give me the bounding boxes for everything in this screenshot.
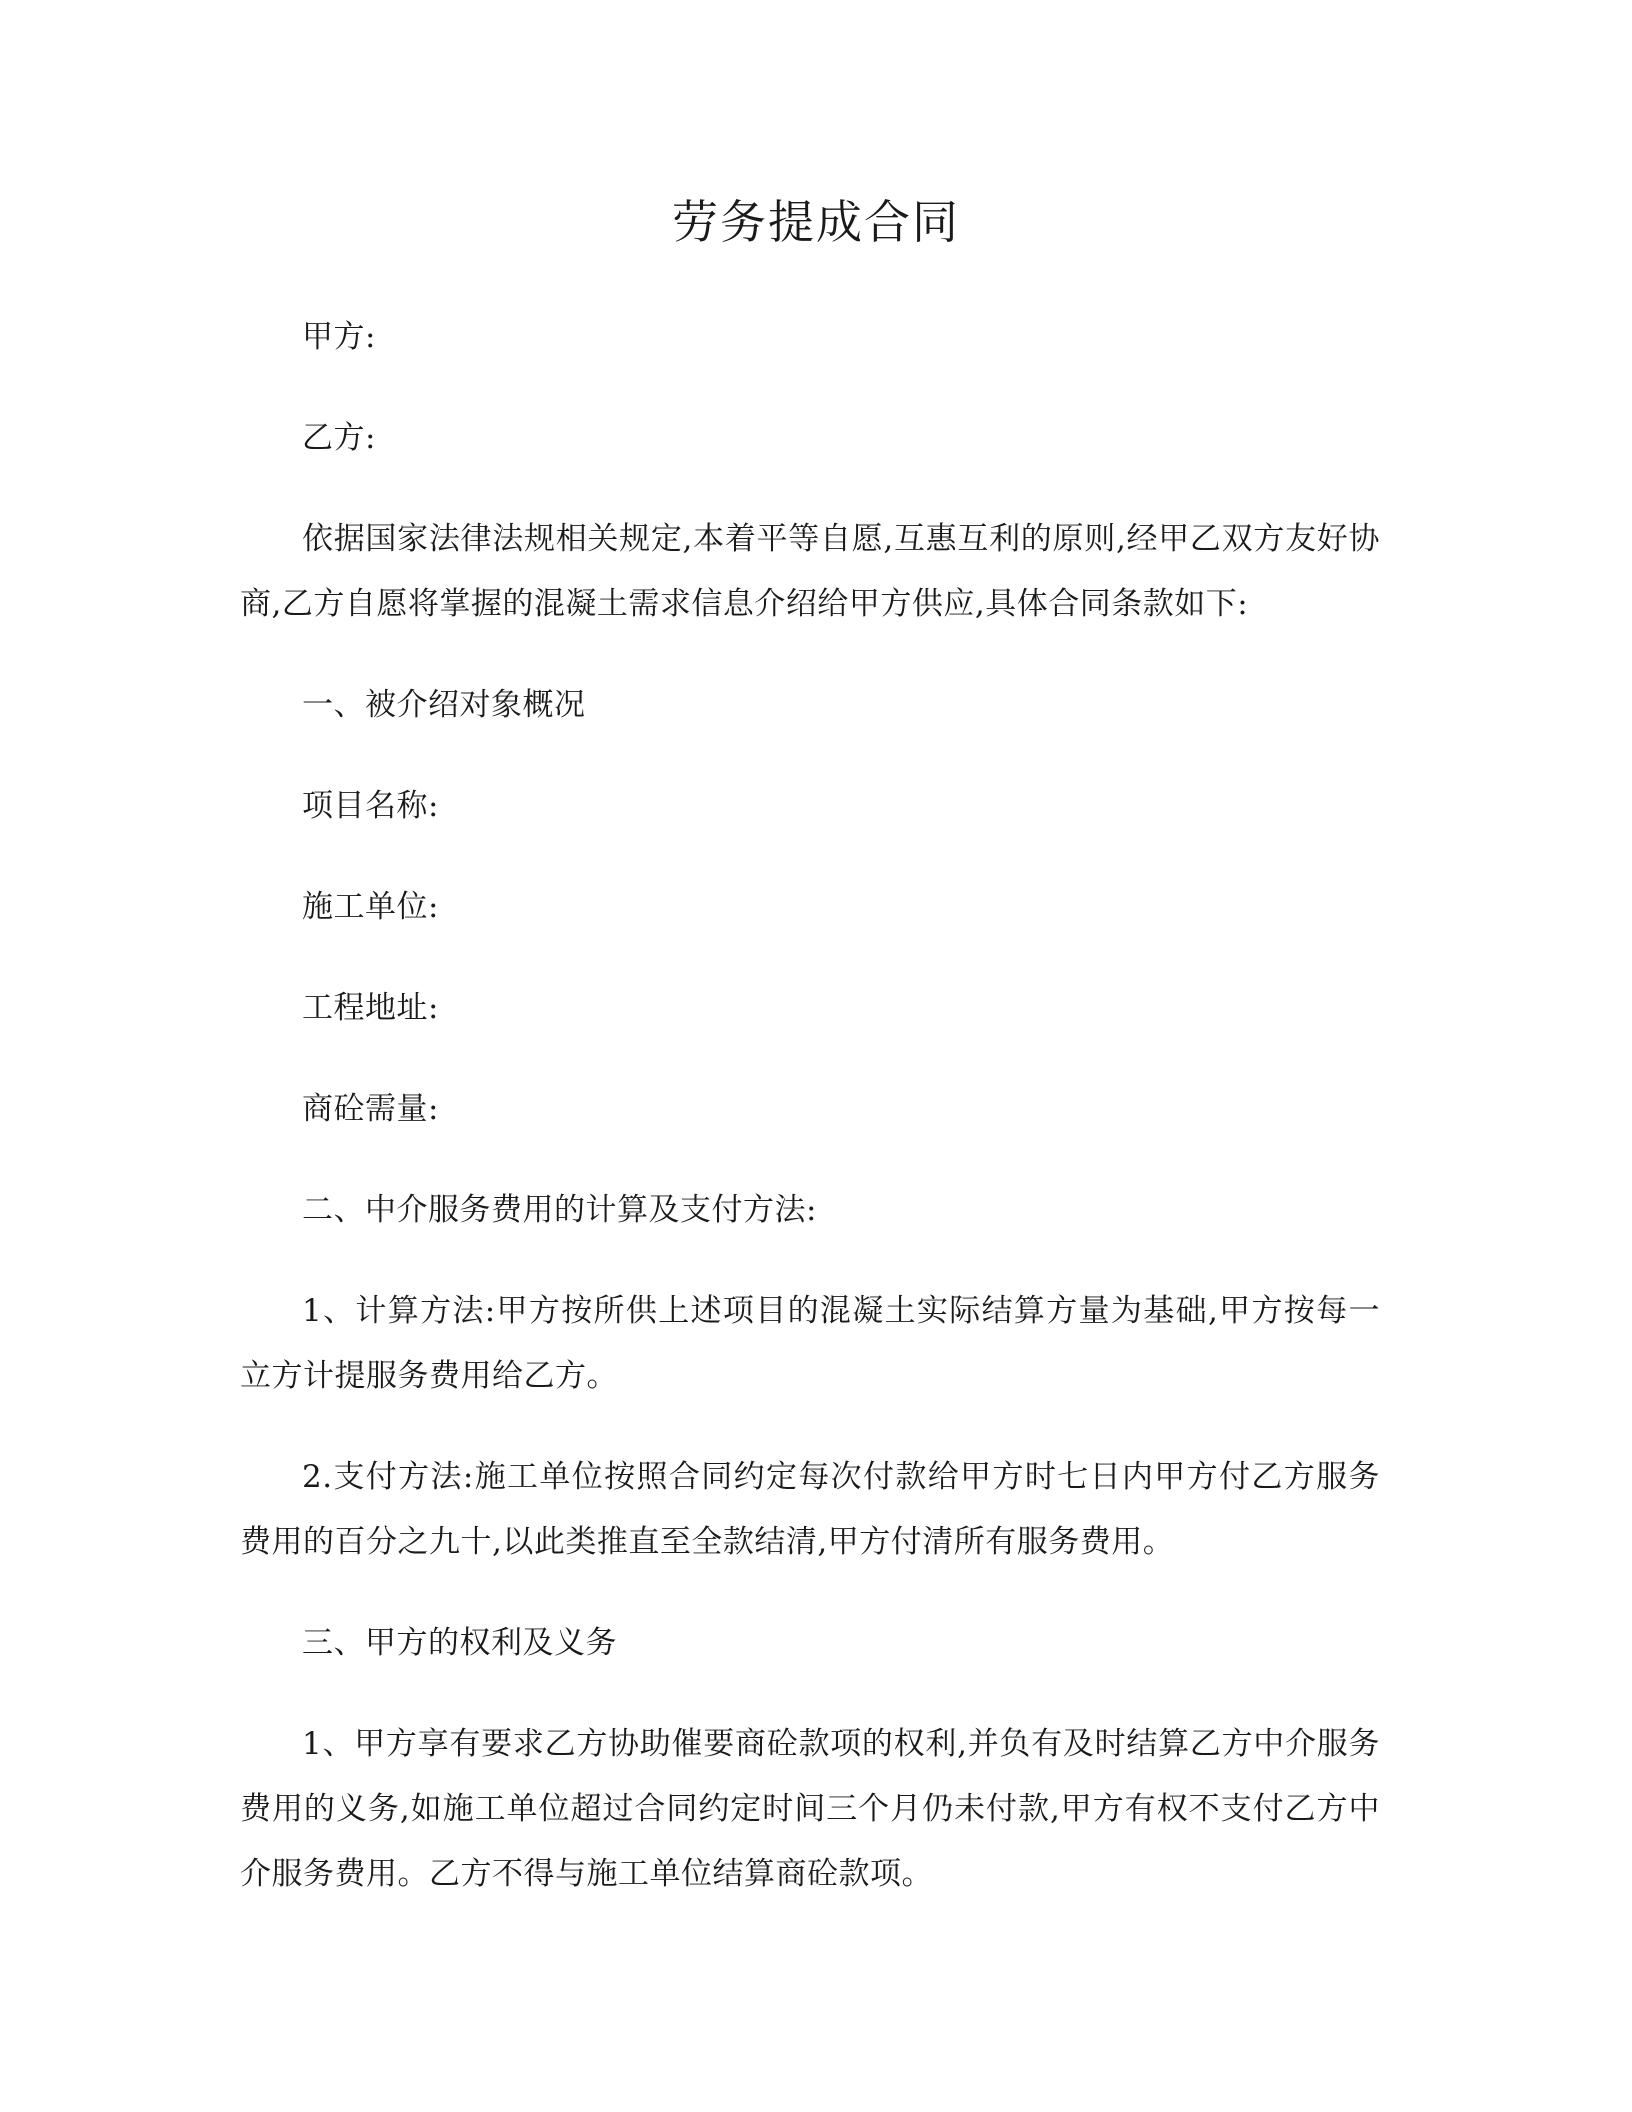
construction-unit-field: 施工单位: (302, 889, 439, 925)
section-1-heading: 一、被介绍对象概况 (302, 687, 586, 723)
project-name-field: 项目名称: (302, 788, 439, 824)
document-body (240, 305, 1380, 1943)
concrete-demand-field: 商砼需量: (302, 1091, 439, 1127)
party-a-label: 甲方: (302, 319, 376, 355)
section-3-heading: 三、甲方的权利及义务 (302, 1625, 617, 1661)
party-a-rights-paragraph: 1、甲方享有要求乙方协助催要商砼款项的权利,并负有及时结算乙方中介服务费用的义务,如施工单位超过合同约定时间三个月仍未付款,甲方有权不支付乙方中介服务费用。乙方不得与施工单位结算商砼款项。 (240, 1726, 1380, 1892)
document-title: 劳务提成合同 (672, 195, 960, 249)
payment-method-paragraph: 2.支付方法:施工单位按照合同约定每次付款给甲方时七日内甲方付乙方服务费用的百分之九十,以此类推直至全款结清,甲方付清所有服务费用。 (240, 1459, 1380, 1560)
party-b-label: 乙方: (302, 420, 376, 456)
section-2-heading: 二、中介服务费用的计算及支付方法: (302, 1192, 817, 1228)
preamble-paragraph: 依据国家法律法规相关规定,本着平等自愿,互惠互利的原则,经甲乙双方友好协商,乙方自愿将掌握的混凝土需求信息介绍给甲方供应,具体合同条款如下: (240, 521, 1380, 622)
project-address-field: 工程地址: (302, 990, 439, 1026)
calculation-method-paragraph: 1、计算方法:甲方按所供上述项目的混凝土实际结算方量为基础,甲方按每一立方计提服务费用给乙方。 (240, 1293, 1380, 1394)
